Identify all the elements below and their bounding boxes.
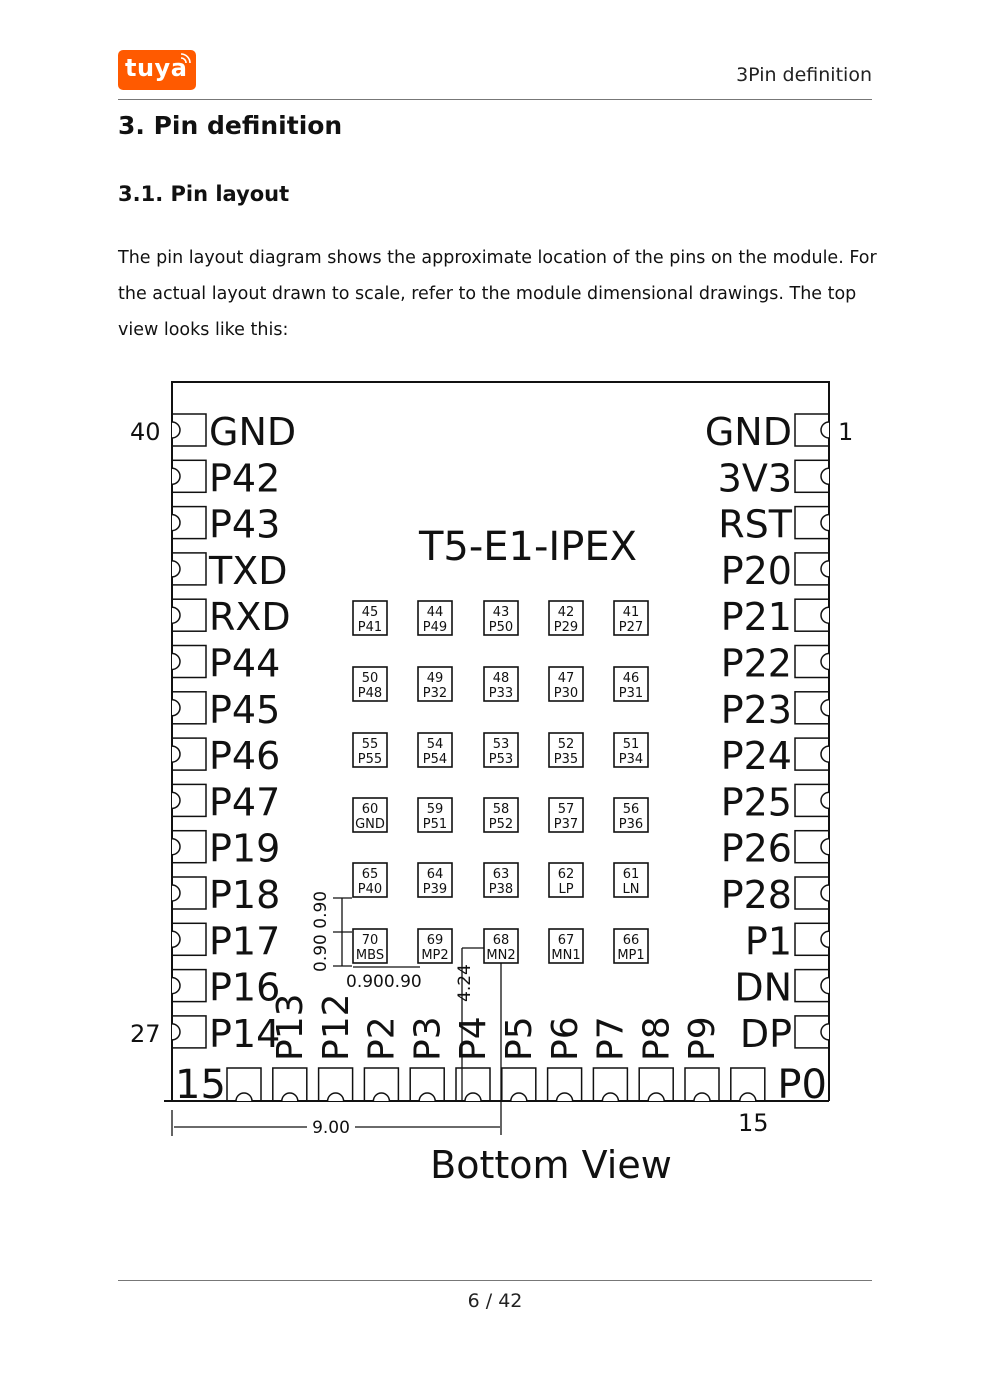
bottom-pin-label: P6	[544, 1016, 586, 1061]
pin-notch	[821, 1024, 829, 1040]
header-divider	[118, 99, 872, 100]
pin-notch	[602, 1093, 618, 1101]
pad-name: MN1	[551, 948, 581, 963]
pin-number-27: 27	[130, 1019, 161, 1048]
pad-name: P35	[553, 752, 579, 767]
pin-notch	[694, 1093, 710, 1101]
right-pin-label: P28	[720, 873, 792, 917]
pad-name: P41	[357, 620, 383, 635]
pin-notch	[172, 607, 180, 623]
left-pin-label: P19	[209, 826, 281, 871]
bottom-pin-label: P8	[636, 1016, 678, 1061]
tuya-logo	[118, 50, 196, 90]
pad-number: 60	[361, 802, 379, 817]
pin-notch	[172, 746, 180, 762]
left-pin-label: P47	[209, 780, 281, 825]
section-heading: 3. Pin definition	[118, 111, 343, 140]
pin-notch	[373, 1093, 389, 1101]
pad-number: 58	[492, 802, 510, 817]
right-pin-label: DP	[739, 1011, 792, 1056]
dim-width: 9.00	[312, 1118, 350, 1138]
pin-notch	[821, 422, 829, 438]
pad-name: P31	[618, 686, 644, 701]
left-pin-label: P42	[209, 456, 281, 501]
pad-name: MBS	[355, 948, 385, 963]
pin-notch	[821, 561, 829, 577]
footer-divider	[118, 1280, 872, 1281]
pin-number-15: 15	[738, 1109, 769, 1137]
pin-notch	[821, 792, 829, 808]
pad-number: 47	[557, 671, 575, 686]
pin-notch	[821, 931, 829, 947]
pin-notch	[821, 468, 829, 484]
wifi-icon	[179, 53, 191, 65]
pad-name: P32	[422, 686, 448, 701]
pad-name: P29	[553, 620, 579, 635]
pad-name: P53	[488, 752, 514, 767]
pin-notch	[821, 746, 829, 762]
pin-notch	[172, 839, 180, 855]
pad-name: P34	[618, 752, 644, 767]
pad-number: 64	[426, 867, 444, 882]
pin-notch	[648, 1093, 664, 1101]
pad-name: P51	[422, 817, 448, 832]
pad-name: LN	[622, 882, 640, 897]
pad-name: GND	[355, 817, 385, 832]
corner-label-15: 15	[175, 1062, 226, 1108]
pad-name: P37	[553, 817, 579, 832]
right-pin-label: P21	[720, 595, 792, 640]
right-pin-label: P25	[720, 780, 792, 825]
pin-notch	[172, 978, 180, 994]
dim-horizontal-pitch: 0.900.90	[346, 972, 422, 992]
pad-number: 45	[361, 605, 379, 620]
corner-label-p0: P0	[777, 1062, 827, 1108]
pin-notch	[740, 1093, 756, 1101]
pad-number: 52	[557, 737, 575, 752]
pin-number-40: 40	[130, 418, 161, 446]
left-pin-label: P46	[209, 734, 281, 779]
bottom-pin-label: P7	[590, 1016, 632, 1061]
left-pin-label: P45	[209, 687, 281, 732]
right-pin-label: P24	[720, 734, 792, 779]
pad-number: 63	[492, 867, 510, 882]
logo-text: tuya	[125, 54, 188, 82]
pad-number: 67	[557, 933, 575, 948]
pin-notch	[172, 1024, 180, 1040]
bottom-pin-label: P5	[499, 1016, 540, 1061]
pin-layout-svg	[120, 370, 880, 1200]
pad-number: 57	[557, 802, 575, 817]
pad-name: P55	[357, 752, 383, 767]
page-number: 6 / 42	[467, 1290, 523, 1312]
pin-notch	[172, 515, 180, 531]
pad-number: 42	[557, 605, 575, 620]
right-pin-label: 3V3	[717, 456, 792, 501]
bottom-pin-label: P13	[270, 993, 311, 1061]
pad-number: 55	[361, 737, 379, 752]
right-pin-label: P26	[720, 826, 792, 871]
right-pin-label: RST	[718, 502, 792, 547]
pad-number: 46	[622, 671, 640, 686]
dim-vertical-pitch: 0.90 0.90	[311, 890, 331, 972]
bottom-pin-label: P2	[361, 1016, 403, 1061]
bottom-pin-label: P9	[682, 1016, 724, 1061]
pin-notch	[172, 700, 180, 716]
view-label: Bottom View	[430, 1143, 672, 1187]
pad-name: P30	[553, 686, 579, 701]
pad-number: 59	[426, 802, 444, 817]
pin-notch	[172, 792, 180, 808]
bottom-pin-label: P12	[315, 993, 357, 1061]
pin-notch	[282, 1093, 298, 1101]
body-paragraph: The pin layout diagram shows the approximate location of the pins on the module. For the actual layout drawn to scale, refer to the module dimensional drawings. The top view looks like this:	[118, 248, 877, 340]
pad-number: 68	[492, 933, 510, 948]
pin-notch	[821, 700, 829, 716]
pad-name: P38	[488, 882, 514, 897]
pad-name: MP1	[617, 948, 645, 963]
pad-name: P36	[618, 817, 644, 832]
pad-number: 44	[426, 605, 444, 620]
pin-notch	[172, 468, 180, 484]
left-pin-label: GND	[209, 410, 297, 454]
pad-number: 69	[426, 933, 444, 948]
pin-notch	[172, 422, 180, 438]
pad-number: 56	[622, 802, 640, 817]
pad-number: 43	[492, 605, 510, 620]
pin-number-1: 1	[838, 418, 854, 446]
pad-name: LP	[558, 882, 574, 897]
left-pin-label: TXD	[209, 548, 288, 593]
pad-number: 66	[622, 933, 640, 948]
bottom-pin-label: P4	[453, 1016, 495, 1061]
pad-name: P48	[357, 686, 383, 701]
pad-number: 49	[426, 671, 444, 686]
pin-notch	[821, 978, 829, 994]
pad-name: P50	[488, 620, 514, 635]
left-pin-label: P17	[209, 919, 281, 964]
pad-name: P52	[488, 817, 514, 832]
pin-notch	[821, 607, 829, 623]
pin-notch	[172, 561, 180, 577]
right-pin-label: P23	[720, 687, 792, 732]
pin-notch	[236, 1093, 252, 1101]
pin-notch	[557, 1093, 573, 1101]
pad-name: P40	[357, 882, 383, 897]
right-pin-label: P22	[720, 641, 792, 686]
left-pin-label: P14	[209, 1011, 281, 1056]
right-pin-label: P1	[744, 919, 792, 964]
pin-notch	[821, 654, 829, 670]
pad-number: 62	[557, 867, 575, 882]
bottom-pin-label: P3	[407, 1016, 449, 1061]
pad-name: P33	[488, 686, 514, 701]
dim-offset: 4.24	[455, 964, 475, 1002]
pad-number: 65	[361, 867, 379, 882]
right-pin-label: P20	[720, 548, 792, 593]
pin-notch	[172, 931, 180, 947]
left-pin-label: P44	[209, 641, 281, 686]
left-pin-label: P43	[209, 502, 281, 547]
right-pin-label: DN	[734, 965, 792, 1010]
pad-name: MP2	[421, 948, 449, 963]
pad-number: 48	[492, 671, 510, 686]
pad-name: P27	[618, 620, 644, 635]
pad-number: 54	[426, 737, 444, 752]
pad-name: P39	[422, 882, 448, 897]
pin-notch	[821, 839, 829, 855]
pin-notch	[328, 1093, 344, 1101]
pad-number: 70	[361, 933, 379, 948]
pad-number: 53	[492, 737, 510, 752]
pin-notch	[821, 885, 829, 901]
pin-notch	[465, 1093, 481, 1101]
module-name: T5-E1-IPEX	[418, 524, 638, 570]
pin-layout-diagram	[120, 370, 880, 1200]
pad-number: 41	[622, 605, 640, 620]
pin-notch	[511, 1093, 527, 1101]
pin-notch	[172, 885, 180, 901]
pad-name: P54	[422, 752, 448, 767]
running-header: 3Pin definition	[736, 64, 872, 86]
left-pin-label: P16	[209, 965, 281, 1010]
left-pin-label: RXD	[209, 595, 291, 640]
pad-number: 61	[622, 867, 640, 882]
pin-notch	[419, 1093, 435, 1101]
subsection-heading: 3.1. Pin layout	[118, 182, 290, 206]
pad-name: P49	[422, 620, 448, 635]
pad-number: 51	[622, 737, 640, 752]
pin-notch	[172, 654, 180, 670]
left-pin-label: P18	[209, 873, 281, 917]
pad-number: 50	[361, 671, 379, 686]
right-pin-label: GND	[704, 410, 792, 454]
pin-notch	[821, 515, 829, 531]
pad-name: MN2	[486, 948, 516, 963]
